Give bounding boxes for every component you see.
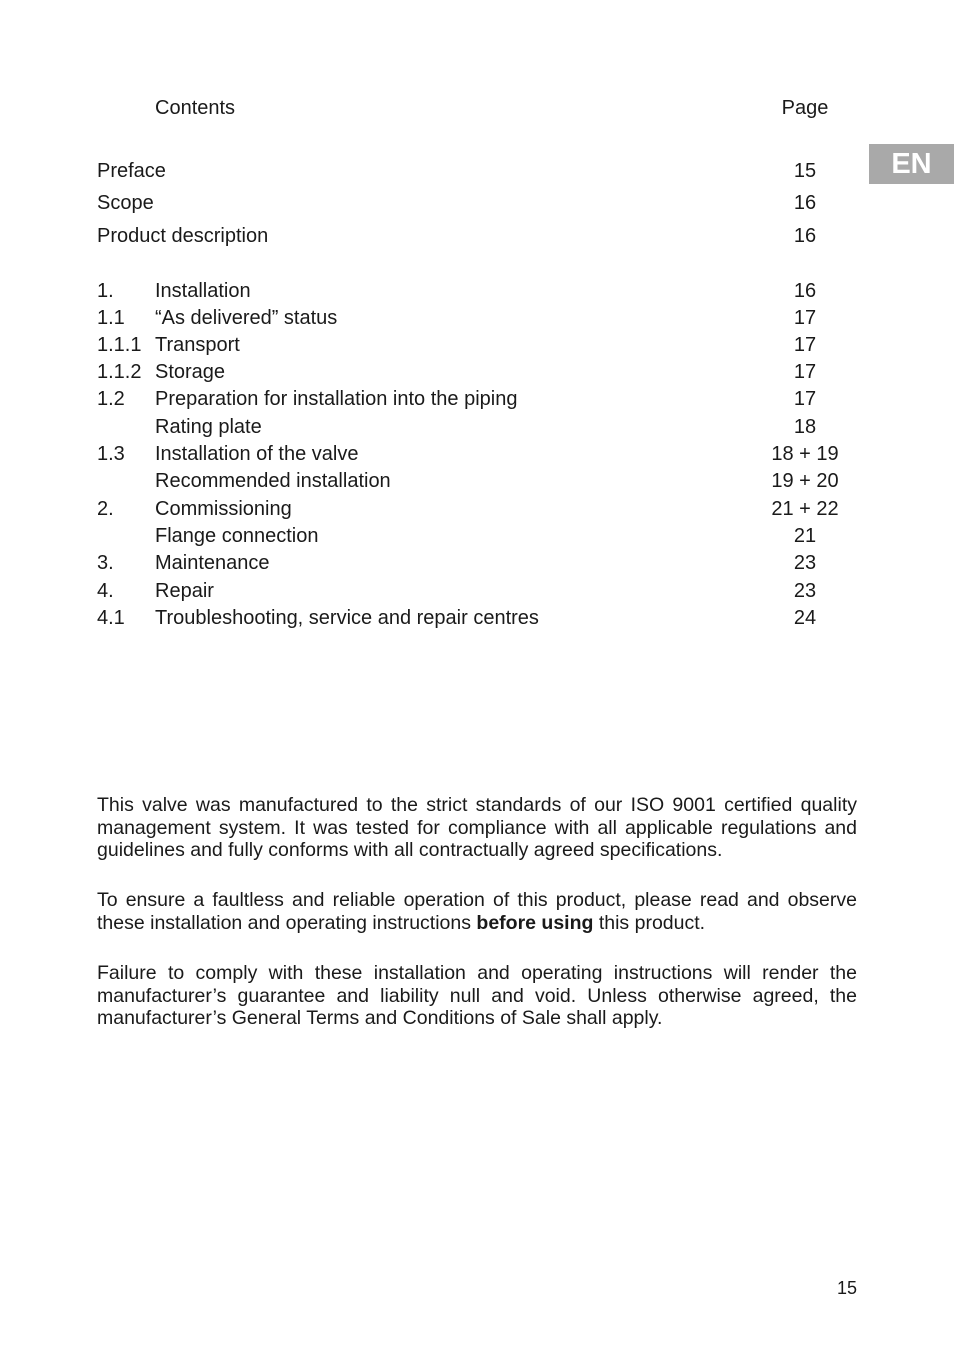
- toc-row: [0, 523, 954, 549]
- toc-row: [0, 305, 954, 331]
- toc-page: 16: [793, 280, 817, 302]
- toc-label: Installation: [155, 280, 251, 302]
- toc-row: [0, 468, 954, 494]
- contents-heading: Contents: [155, 97, 236, 119]
- toc-number: 3.: [97, 552, 114, 574]
- paragraph-quality-statement: This valve was manufactured to the strict standards of our ISO 9001 certified quality management system. It was tested for compliance with all applicable regulations and guidelines and fully conforms with all contractually agreed specifications.: [97, 794, 857, 861]
- toc-row-product-description: [0, 223, 954, 249]
- toc-label: Maintenance: [155, 552, 270, 574]
- toc-row: [0, 359, 954, 385]
- toc-number: 1.2: [97, 388, 125, 410]
- toc-page: 16: [793, 225, 817, 247]
- toc-page: 17: [793, 388, 817, 410]
- toc-number: 4.: [97, 580, 114, 602]
- toc-label: “As delivered” status: [155, 307, 338, 329]
- toc-label: Scope: [97, 192, 154, 214]
- toc-number: 1.1.1: [97, 334, 142, 356]
- toc-label: Commissioning: [155, 498, 292, 520]
- page-column-heading: Page: [781, 97, 829, 119]
- toc-label: Installation of the valve: [155, 443, 359, 465]
- toc-label: Recommended installation: [155, 470, 391, 492]
- toc-page: 17: [793, 334, 817, 356]
- toc-header: [0, 97, 954, 123]
- paragraph-read-instructions: [97, 889, 857, 934]
- toc-page: 23: [793, 580, 817, 602]
- toc-page: 24: [793, 607, 817, 629]
- toc-label: Preface: [97, 160, 166, 182]
- toc-row: [0, 278, 954, 304]
- toc-label: Troubleshooting, service and repair centres: [155, 607, 539, 629]
- toc-row: [0, 414, 954, 440]
- paragraph-text: To ensure a faultless and reliable operation of this product, please read and observe these installation and operating instructions: [97, 889, 857, 934]
- toc-page: 16: [793, 192, 817, 214]
- page-number: 15: [836, 1278, 857, 1298]
- toc-page: 15: [793, 160, 817, 182]
- toc-page: 18 + 19: [771, 443, 839, 465]
- toc-row: [0, 332, 954, 358]
- toc-label: Flange connection: [155, 525, 319, 547]
- toc-label: Preparation for installation into the piping: [155, 388, 518, 410]
- toc-label: Repair: [155, 580, 214, 602]
- language-tab-en: EN: [869, 144, 954, 184]
- paragraph-text: this product.: [593, 911, 706, 934]
- toc-page: 21 + 22: [771, 498, 839, 520]
- toc-label: Product description: [97, 225, 269, 247]
- toc-page: 23: [793, 552, 817, 574]
- toc-row: [0, 550, 954, 576]
- toc-page: 21: [793, 525, 817, 547]
- toc-row-scope: [0, 190, 954, 216]
- toc-label: Transport: [155, 334, 240, 356]
- toc-number: 2.: [97, 498, 114, 520]
- toc-row: [0, 496, 954, 522]
- toc-number: 1.3: [97, 443, 125, 465]
- toc-row: [0, 441, 954, 467]
- emphasis-before-using: before using: [476, 911, 594, 934]
- toc-page: 18: [793, 416, 817, 438]
- toc-row: [0, 578, 954, 604]
- toc-label: Storage: [155, 361, 226, 383]
- toc-number: 1.: [97, 280, 114, 302]
- toc-row-preface: [0, 158, 954, 184]
- toc-page: 17: [793, 307, 817, 329]
- toc-label: Rating plate: [155, 416, 262, 438]
- toc-number: 4.1: [97, 607, 125, 629]
- toc-row: [0, 605, 954, 631]
- paragraph-guarantee: Failure to comply with these installation and operating instructions will render the manufacturer’s guarantee and liability null and void. Unless otherwise agreed, the manufacturer’s General Terms and Conditions of Sale shall apply.: [97, 962, 857, 1029]
- toc-row: [0, 386, 954, 412]
- toc-number: 1.1.2: [97, 361, 142, 383]
- toc-page: 17: [793, 361, 817, 383]
- toc-number: 1.1: [97, 307, 125, 329]
- toc-page: 19 + 20: [771, 470, 839, 492]
